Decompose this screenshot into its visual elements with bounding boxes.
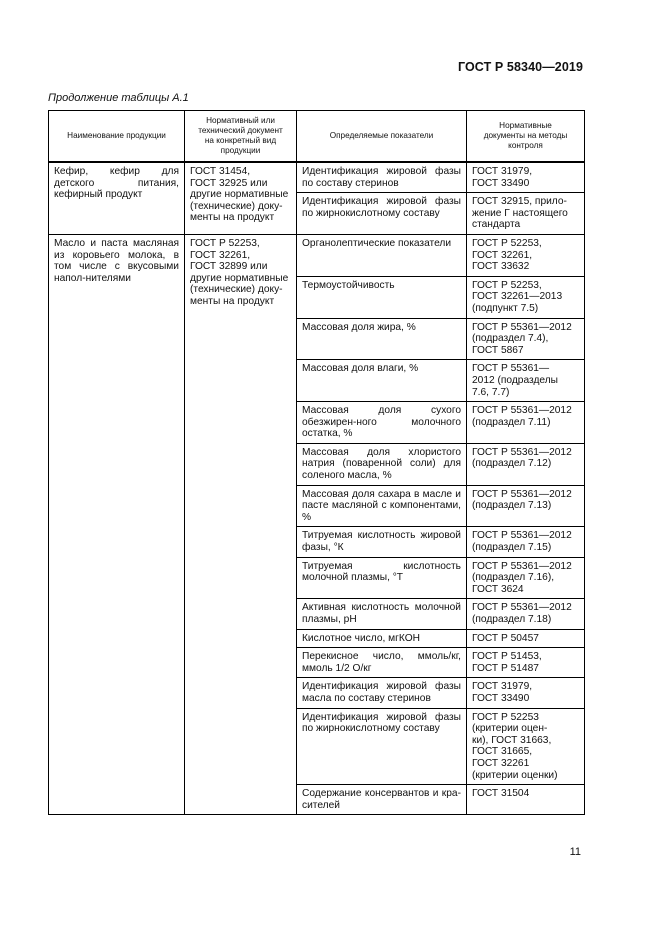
indicator-cell (297, 402, 467, 444)
method-document: ГОСТ Р 52253 (критерии оцен- ки), ГОСТ 31663, ГОСТ 31665, ГОСТ 32261 (критерии оценки) (472, 711, 558, 781)
table-caption: Продолжение таблицы А.1 (48, 92, 189, 104)
method-document-cell (467, 648, 585, 678)
method-document-cell (467, 678, 585, 708)
indicator: Идентификация жировой фазы по жирнокислотному составу (302, 711, 461, 735)
indicator-cell (297, 708, 467, 785)
indicator: Органолептические показатели (302, 237, 452, 249)
table-row (49, 234, 585, 276)
indicator-cell (297, 527, 467, 557)
method-document: ГОСТ Р 55361—2012 (подраздел 7.12) (472, 446, 572, 470)
product-document: ГОСТ Р 52253, ГОСТ 32261, ГОСТ 32899 или другие нормативные (технические) доку- менты на продукт (190, 237, 289, 307)
indicator-cell (297, 234, 467, 276)
indicator-cell (297, 648, 467, 678)
method-document: ГОСТ 31504 (472, 788, 530, 800)
indicator: Идентификация жировой фазы по жирнокислотному составу (302, 196, 461, 219)
methods-table (48, 110, 585, 815)
indicator-cell (297, 318, 467, 360)
indicator-cell (297, 360, 467, 402)
product-name-cell (49, 162, 185, 234)
page-number: 11 (569, 846, 581, 858)
indicator-cell (297, 162, 467, 193)
indicator: Титруемая кислотность жировой фазы, °К (302, 530, 461, 554)
indicator: Кислотное число, мгКОН (302, 632, 420, 644)
indicator: Массовая доля хлористого натрия (поваренной соли) для соленого масла, % (302, 446, 461, 482)
product-name: Масло и паста масляная из коровьего молока, в том числе с вкусовыми напол-нителями (54, 237, 179, 284)
indicator: Массовая доля влаги, % (302, 363, 419, 375)
product-name-cell (49, 234, 185, 814)
method-document: ГОСТ Р 51453, ГОСТ Р 51487 (472, 651, 542, 674)
method-document: ГОСТ Р 55361— 2012 (подразделы 7.6, 7.7) (472, 363, 558, 398)
method-document: ГОСТ Р 55361—2012 (подраздел 7.11) (472, 405, 572, 428)
method-document: ГОСТ Р 55361—2012 (подраздел 7.16), ГОСТ 3624 (472, 560, 572, 595)
method-document: ГОСТ 32915, прило- жение Г настоящего стандарта (472, 196, 568, 231)
method-document-cell (467, 785, 585, 815)
indicator-cell (297, 276, 467, 318)
indicator: Титруемая кислотность молочной плазмы, °Т (302, 560, 461, 584)
indicator: Идентификация жировой фазы по составу стеринов (302, 166, 461, 189)
product-document-cell (185, 234, 297, 814)
method-document: ГОСТ Р 55361—2012 (подраздел 7.13) (472, 488, 572, 512)
table-header-row (49, 111, 585, 163)
document-code: ГОСТ Р 58340—2019 (457, 60, 583, 74)
column-header-method-documents: Нормативные документы на методы контроля (467, 111, 585, 163)
product-document-cell (185, 162, 297, 234)
table-body (49, 162, 585, 815)
method-document: ГОСТ Р 52253, ГОСТ 32261, ГОСТ 33632 (472, 237, 542, 273)
method-document-cell (467, 599, 585, 629)
indicator-cell (297, 678, 467, 708)
product-document: ГОСТ 31454, ГОСТ 32925 или другие нормативные (технические) доку- менты на продукт (190, 166, 289, 224)
indicator: Массовая доля жира, % (302, 321, 416, 333)
method-document-cell (467, 360, 585, 402)
table-row (49, 162, 585, 193)
method-document-cell (467, 527, 585, 557)
method-document-cell (467, 276, 585, 318)
indicator-cell (297, 443, 467, 485)
method-document-cell (467, 708, 585, 785)
method-document-cell (467, 318, 585, 360)
method-document-cell (467, 485, 585, 527)
indicator-cell (297, 557, 467, 599)
method-document-cell (467, 402, 585, 444)
column-header-indicators: Определяемые показатели (297, 111, 467, 163)
method-document: ГОСТ 31979, ГОСТ 33490 (472, 166, 533, 189)
indicator: Идентификация жировой фазы масла по составу стеринов (302, 681, 461, 704)
method-document: ГОСТ Р 52253, ГОСТ 32261—2013 (подпункт 7.5) (472, 279, 563, 314)
indicator: Термоустойчивость (302, 279, 395, 291)
method-document: ГОСТ 31979, ГОСТ 33490 (472, 681, 533, 704)
method-document-cell (467, 162, 585, 193)
method-document: ГОСТ Р 55361—2012 (подраздел 7.15) (472, 530, 572, 554)
method-document-cell (467, 557, 585, 599)
indicator: Содержание консервантов и кра-сителей (302, 788, 461, 811)
column-header-product-document: Нормативный или технический документ на конкретный вид продукции (185, 111, 297, 163)
method-document: ГОСТ Р 50457 (472, 632, 539, 644)
indicator-cell (297, 193, 467, 235)
column-header-product: Наименование продукции (49, 111, 185, 163)
method-document: ГОСТ Р 55361—2012 (подраздел 7.18) (472, 602, 572, 625)
indicator: Массовая доля сахара в масле и пасте масляной с компонентами, % (302, 488, 461, 523)
product-name: Кефир, кефир для детского питания, кефирный продукт (54, 166, 179, 201)
indicator-cell (297, 629, 467, 648)
method-document-cell (467, 443, 585, 485)
method-document-cell (467, 193, 585, 235)
indicator: Активная кислотность молочной плазмы, pH (302, 602, 461, 625)
method-document: ГОСТ Р 55361—2012 (подраздел 7.4), ГОСТ 5867 (472, 321, 572, 356)
method-document-cell (467, 234, 585, 276)
indicator-cell (297, 785, 467, 815)
indicator: Перекисное число, ммоль/кг, ммоль 1/2 О/кг (302, 651, 461, 674)
method-document-cell (467, 629, 585, 648)
indicator: Массовая доля сухого обезжирен-ного молочного остатка, % (302, 405, 461, 440)
indicator-cell (297, 485, 467, 527)
indicator-cell (297, 599, 467, 629)
